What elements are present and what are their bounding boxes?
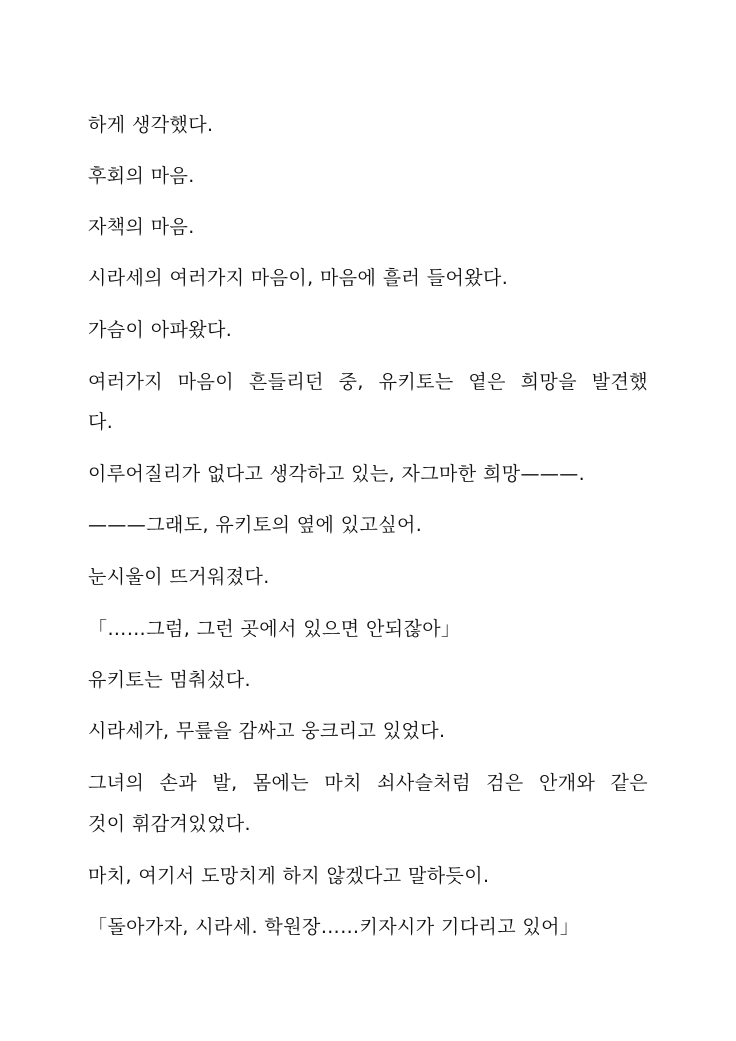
- text-line-15: 것이 휘감겨있었다.: [88, 813, 251, 835]
- text-line-9: ———그래도, 유키토의 옆에 있고싶어.: [88, 514, 423, 536]
- text-line-17: 「돌아가자, 시라세. 학원장……키자시가 기다리고 있어」: [88, 916, 580, 938]
- text-line-12: 유키토는 멈춰섰다.: [88, 669, 251, 691]
- text-line-14: 그녀의 손과 발, 몸에는 마치 쇠사슬처럼 검은 안개와 같은: [88, 772, 648, 794]
- text-line-1: 하게 생각했다.: [88, 114, 214, 136]
- text-line-6: 여러가지 마음이 흔들리던 중, 유키토는 옅은 희망을 발견했: [88, 371, 648, 393]
- text-line-13: 시라세가, 무릎을 감싸고 웅크리고 있었다.: [88, 720, 446, 742]
- text-line-8: 이루어질리가 없다고 생각하고 있는, 자그마한 희망———.: [88, 463, 586, 485]
- text-line-11: 「……그럼, 그런 곳에서 있으면 안되잖아」: [88, 618, 461, 640]
- text-line-16: 마치, 여기서 도망치게 하지 않겠다고 말하듯이.: [88, 865, 490, 887]
- text-line-5: 가슴이 아파왔다.: [88, 319, 233, 341]
- text-line-2: 후회의 마음.: [88, 165, 195, 187]
- text-line-7: 다.: [88, 411, 114, 433]
- text-line-4: 시라세의 여러가지 마음이, 마음에 흘러 들어왔다.: [88, 267, 509, 289]
- text-line-10: 눈시울이 뜨거워졌다.: [88, 566, 270, 588]
- text-line-3: 자책의 마음.: [88, 216, 195, 238]
